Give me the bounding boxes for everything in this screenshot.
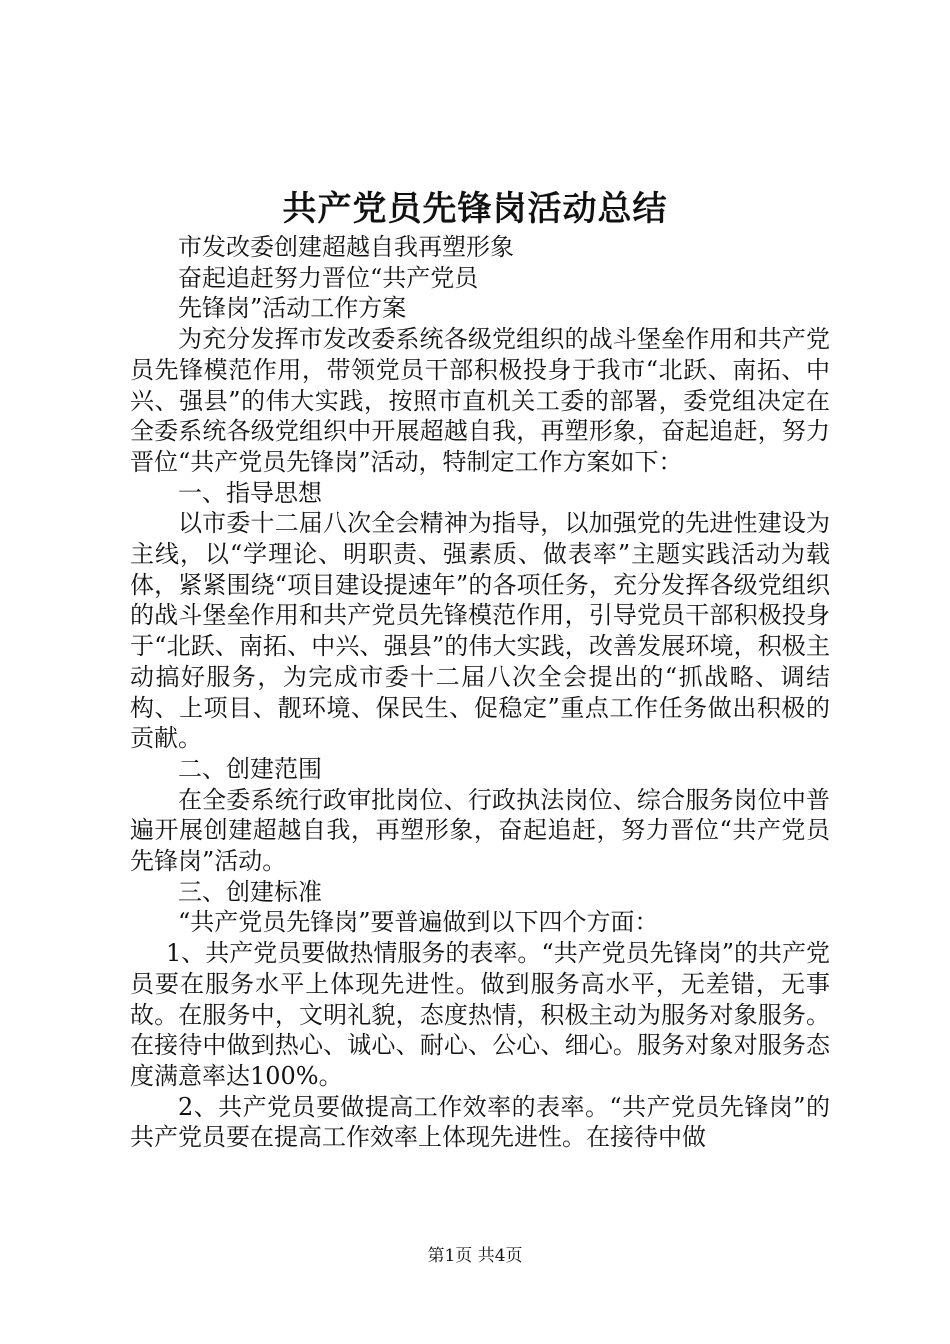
paragraph: 以市委十二届八次全会精神为指导，以加强党的先进性建设为主线，以“学理论、明职责、强素质、做表率”主题实践活动为载体，紧紧围绕“项目建设提速年”的各项任务，充分发挥各级党组织的战斗堡垒作用和共产党员先锋模范作用，引导党员干部积极投身于“北跃、南拓、中兴、强县”的伟大实践，改善发展环境，积极主动搞好服务，为完成市委十二届八次全会提出的“抓战略、调结构、上项目、靓环境、保民生、促稳定”重点工作任务做出积极的贡献。 xyxy=(130,509,830,753)
paragraph: 为充分发挥市发改委系统各级党组织的战斗堡垒作用和共产党员先锋模范作用，带领党员干部积极投身于我市“北跃、南拓、中兴、强县”的伟大实践，按照市直机关工委的部署，委党组决定在全委系统各级党组织中开展超越自我，再塑形象，奋起追赶，努力晋位“共产党员先锋岗”活动，特制定工作方案如下： xyxy=(130,325,830,476)
section-heading: 二、创建范围 xyxy=(178,754,322,783)
paragraph: 1、共产党员要做热情服务的表率。“共产党员先锋岗”的共产党员要在服务水平上体现先进性。做到服务高水平，无差错，无事故。在服务中，文明礼貌，态度热情，积极主动为服务对象服务。在接待中做到热心、诚心、耐心、公心、细心。服务对象对服务态度满意率达100%。 xyxy=(130,939,830,1090)
page-footer: 第1页 共4页 xyxy=(427,1246,523,1266)
paragraph: 2、共产党员要做提高工作效率的表率。“共产党员先锋岗”的共产党员要在提高工作效率上体现先进性。在接待中做 xyxy=(130,1092,830,1152)
paragraph: 在全委系统行政审批岗位、行政执法岗位、综合服务岗位中普遍开展创建超越自我，再塑形象，奋起追赶，努力晋位“共产党员先锋岗”活动。 xyxy=(130,785,830,876)
paragraph: “共产党员先锋岗”要普遍做到以下四个方面： xyxy=(178,908,659,937)
paragraph: 先锋岗”活动工作方案 xyxy=(178,294,407,323)
document-title: 共产党员先锋岗活动总结 xyxy=(282,189,668,229)
document-body xyxy=(130,232,830,1153)
section-heading: 三、创建标准 xyxy=(178,877,322,906)
section-heading: 一、指导思想 xyxy=(178,478,322,507)
paragraph: 奋起追赶努力晋位“共产党员 xyxy=(178,263,479,292)
paragraph: 市发改委创建超越自我再塑形象 xyxy=(178,233,514,261)
